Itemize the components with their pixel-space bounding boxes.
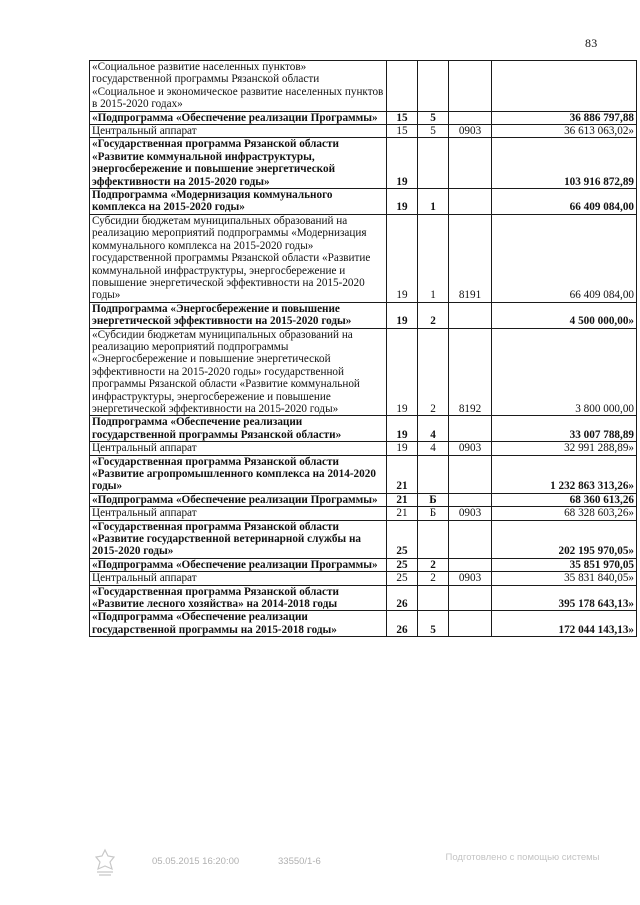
row-amount: 4 500 000,00» [492,302,637,328]
row-program-code: 25 [387,520,418,558]
row-subprogram-code [418,520,449,558]
table-row [90,455,637,493]
row-amount: 33 007 788,89 [492,416,637,442]
row-subprogram-code: Б [418,493,449,506]
row-subprogram-code: 2 [418,572,449,585]
row-subprogram-code [418,455,449,493]
row-program-code: 26 [387,585,418,611]
table-row [90,328,637,416]
budget-table [89,60,637,637]
table-row [90,125,637,138]
footer-watermark: Подготовлено с помощью системы [445,852,600,863]
row-direction-code [449,189,492,215]
row-subprogram-code: 5 [418,125,449,138]
row-program-code: 21 [387,493,418,506]
table-row [90,442,637,455]
row-direction-code [449,61,492,112]
row-amount: 32 991 288,89» [492,442,637,455]
table-row [90,189,637,215]
row-direction-code: 8192 [449,328,492,416]
row-direction-code [449,455,492,493]
row-subprogram-code: 2 [418,328,449,416]
row-subprogram-code [418,585,449,611]
row-name: «Государственная программа Рязанской области «Развитие государственной ветеринарной службы на 2015-2020 годы» [90,520,387,558]
row-direction-code [449,611,492,637]
row-direction-code [449,416,492,442]
table-row [90,493,637,506]
row-amount [492,61,637,112]
table-row [90,61,637,112]
row-direction-code [449,302,492,328]
row-name: «Социальное развитие населенных пунктов» государственной программы Рязанской области «Социальное и экономическое развитие населенных пунктов в 2015-2020 годах» [90,61,387,112]
row-name: Центральный аппарат [90,442,387,455]
row-amount: 395 178 643,13» [492,585,637,611]
footer-date: 05.05.2015 16:20:00 [152,856,240,867]
row-program-code [387,61,418,112]
table-row [90,572,637,585]
table-row [90,138,637,189]
table-row [90,111,637,124]
row-subprogram-code: 1 [418,189,449,215]
row-amount: 3 800 000,00 [492,328,637,416]
row-program-code: 19 [387,302,418,328]
table-row [90,302,637,328]
row-program-code: 26 [387,611,418,637]
row-subprogram-code: 5 [418,611,449,637]
row-amount: 35 851 970,05 [492,558,637,571]
row-amount: 202 195 970,05» [492,520,637,558]
row-direction-code [449,585,492,611]
row-direction-code: 0903 [449,442,492,455]
row-program-code: 19 [387,442,418,455]
row-direction-code: 0903 [449,125,492,138]
page-footer [0,840,640,900]
row-subprogram-code: 2 [418,558,449,571]
row-amount: 66 409 084,00 [492,214,637,302]
table-row [90,507,637,520]
row-name: Центральный аппарат [90,572,387,585]
row-name: «Государственная программа Рязанской области «Развитие лесного хозяйства» на 2014-2018 годы [90,585,387,611]
emblem-icon [92,848,118,883]
row-name: Субсидии бюджетам муниципальных образований на реализацию мероприятий подпрограммы «Модернизация коммунального комплекса на 2015-2020 годы» государственной программы Рязанской области «Развитие коммунальной инфраструктуры, энергосбережение и повышение энергетической эффективности на 2015-2020 годы» [90,214,387,302]
row-amount: 35 831 840,05» [492,572,637,585]
row-name: «Подпрограмма «Обеспечение реализации Программы» [90,558,387,571]
row-direction-code [449,558,492,571]
row-name: «Подпрограмма «Обеспечение реализации Программы» [90,493,387,506]
row-direction-code [449,111,492,124]
table-row [90,611,637,637]
row-amount: 36 886 797,88 [492,111,637,124]
row-name: «Подпрограмма «Обеспечение реализации государственной программы на 2015-2018 годы» [90,611,387,637]
row-program-code: 19 [387,416,418,442]
table-row [90,416,637,442]
row-direction-code: 0903 [449,507,492,520]
row-program-code: 25 [387,558,418,571]
row-program-code: 19 [387,214,418,302]
row-program-code: 21 [387,455,418,493]
row-direction-code: 8191 [449,214,492,302]
row-direction-code [449,493,492,506]
table-row [90,214,637,302]
row-subprogram-code: 1 [418,214,449,302]
row-name: Подпрограмма «Энергосбережение и повышение энергетической эффективности на 2015-2020 годы» [90,302,387,328]
row-program-code: 21 [387,507,418,520]
row-amount: 68 360 613,26 [492,493,637,506]
row-name: «Государственная программа Рязанской области «Развитие агропромышленного комплекса на 2014-2020 годы» [90,455,387,493]
row-program-code: 19 [387,189,418,215]
table-row [90,558,637,571]
row-amount: 66 409 084,00 [492,189,637,215]
row-subprogram-code: 5 [418,111,449,124]
row-name: «Государственная программа Рязанской области «Развитие коммунальной инфраструктуры, энергосбережение и повышение энергетической эффективности на 2015-2020 годы» [90,138,387,189]
row-program-code: 19 [387,328,418,416]
row-name: Подпрограмма «Обеспечение реализации государственной программы Рязанской области» [90,416,387,442]
row-amount: 36 613 063,02» [492,125,637,138]
row-name: Подпрограмма «Модернизация коммунального комплекса на 2015-2020 годы» [90,189,387,215]
footer-code: 33550/1-6 [278,856,321,867]
row-subprogram-code: 4 [418,442,449,455]
row-program-code: 15 [387,125,418,138]
row-amount: 1 232 863 313,26» [492,455,637,493]
row-program-code: 19 [387,138,418,189]
row-name: «Субсидии бюджетам муниципальных образований на реализацию мероприятий подпрограммы «Энергосбережение и повышение энергетической эффективности на 2015-2020 годы» государственной программы Рязанской области «Развитие коммунальной инфраструктуры, энергосбережение и повышение энергетической эффективности на 2015-2020 годы» [90,328,387,416]
row-direction-code [449,138,492,189]
row-direction-code: 0903 [449,572,492,585]
row-direction-code [449,520,492,558]
row-subprogram-code [418,61,449,112]
row-program-code: 25 [387,572,418,585]
row-name: «Подпрограмма «Обеспечение реализации Программы» [90,111,387,124]
row-name: Центральный аппарат [90,125,387,138]
row-amount: 68 328 603,26» [492,507,637,520]
table-row [90,520,637,558]
row-subprogram-code [418,138,449,189]
row-amount: 103 916 872,89 [492,138,637,189]
row-name: Центральный аппарат [90,507,387,520]
row-subprogram-code: 2 [418,302,449,328]
row-subprogram-code: 4 [418,416,449,442]
table-row [90,585,637,611]
page-number: 83 [585,36,598,50]
row-program-code: 15 [387,111,418,124]
row-amount: 172 044 143,13» [492,611,637,637]
budget-table-body [90,61,637,637]
row-subprogram-code: Б [418,507,449,520]
